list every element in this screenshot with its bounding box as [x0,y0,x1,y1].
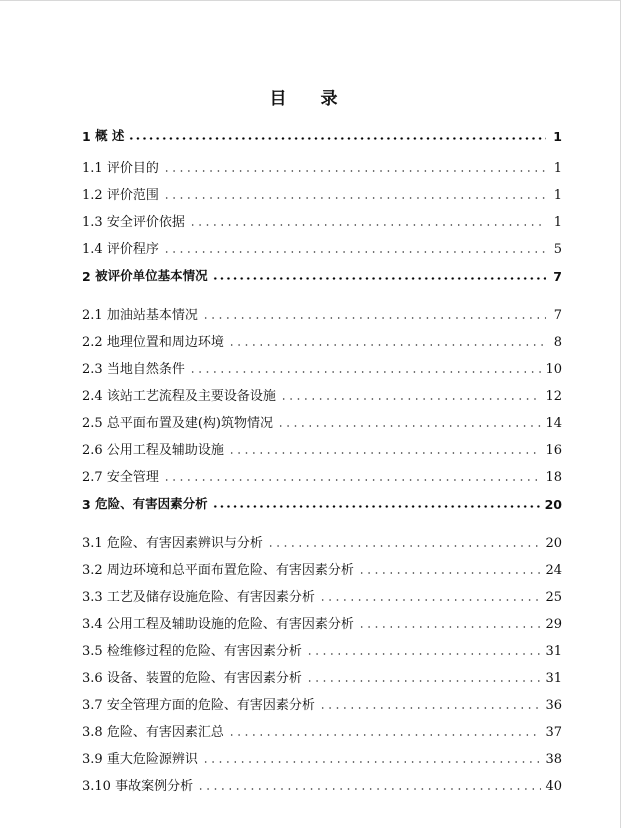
toc-entry-number: 3.3 [82,590,107,605]
toc-section-entry[interactable] [82,664,562,686]
dot-leader [228,452,542,454]
toc-entry-number: 3.6 [82,671,107,686]
toc-entry-label: 安全管理方面的危险、有害因素分析 [106,698,315,713]
toc-entry-number: 2.7 [82,470,107,485]
toc-entry-number: 3.8 [82,725,107,740]
dot-leader [306,653,542,655]
dot-leader [228,344,546,346]
toc-title: 目 录 [269,89,352,109]
toc-entry-page-number: 1 [553,129,562,144]
toc-entry-number: 3.2 [82,563,107,578]
toc-entry-label: 设备、装置的危险、有害因素分析 [106,671,302,686]
toc-entry-number: 2.5 [82,416,107,431]
toc-entry-page-number: 31 [545,644,562,659]
toc-entry-number: 2 [82,269,96,284]
dot-leader [202,761,542,763]
toc-entry-page-number: 38 [545,752,562,767]
dot-leader [319,707,542,709]
toc-entry-page-number: 12 [545,389,562,404]
toc-entry-number: 1.3 [82,215,107,230]
toc-entry-label: 评价范围 [106,188,159,203]
toc-entry-page-number: 29 [545,617,562,632]
toc-entry-number: 2.4 [82,389,107,404]
dot-leader [189,371,542,373]
toc-entry-label: 危险、有害因素辨识与分析 [106,536,263,551]
toc-entry-label: 公用工程及辅助设施的危险、有害因素分析 [106,617,354,632]
toc-entry-number: 1.4 [82,242,107,257]
toc-entry-page-number: 1 [553,188,562,203]
page-edge-top [0,0,621,1]
toc-section-entry[interactable] [82,637,562,659]
toc-section-entry[interactable] [82,610,562,632]
toc-section-entry[interactable] [82,409,562,431]
toc-entry-label: 当地自然条件 [106,362,185,377]
toc-entry-page-number: 1 [553,161,562,176]
dot-leader [358,572,542,574]
toc-section-entry[interactable] [82,208,562,230]
toc-entry-label: 加油站基本情况 [106,308,198,323]
dot-leader [163,170,546,172]
toc-entry-label: 安全评价依据 [106,215,185,230]
dot-leader [163,251,546,253]
toc-entry-number: 2.2 [82,335,107,350]
toc-chapter-entry[interactable] [82,122,562,144]
toc-entry-label: 评价程序 [106,242,159,257]
toc-entry-page-number: 7 [553,308,562,323]
toc-entry-page-number: 5 [553,242,562,257]
dot-leader [212,277,546,280]
dot-leader [280,398,542,400]
toc-section-entry[interactable] [82,355,562,377]
toc-entry-label: 该站工艺流程及主要设备设施 [106,389,276,404]
toc-section-entry[interactable] [82,556,562,578]
toc-entry-page-number: 20 [544,497,562,512]
dot-leader [228,734,542,736]
dot-leader [197,788,541,790]
toc-section-entry[interactable] [82,328,562,350]
dot-leader [277,425,541,427]
toc-entry-page-number: 7 [553,269,562,284]
toc-entry-number: 1 [82,129,96,144]
toc-entry-label: 公用工程及辅助设施 [106,443,224,458]
dot-leader [212,505,541,508]
toc-section-entry[interactable] [82,301,562,323]
toc-entry-page-number: 16 [545,443,562,458]
toc-entry-number: 3.7 [82,698,107,713]
toc-entry-number: 2.1 [82,308,107,323]
toc-entry-page-number: 40 [545,779,562,794]
toc-entry-page-number: 10 [545,362,562,377]
toc-entry-number: 2.3 [82,362,107,377]
dot-leader [202,317,546,319]
toc-entry-page-number: 37 [545,725,562,740]
toc-section-entry[interactable] [82,745,562,767]
dot-leader [358,626,542,628]
toc-entry-page-number: 18 [545,470,562,485]
toc-section-entry[interactable] [82,154,562,176]
toc-entry-number: 3 [82,497,96,512]
toc-entry-page-number: 14 [545,416,562,431]
toc-entry-page-number: 8 [553,335,562,350]
toc-entry-label: 概 述 [95,128,125,143]
dot-leader [128,137,546,140]
toc-entry-number: 3.4 [82,617,107,632]
toc-entry-page-number: 25 [545,590,562,605]
toc-entry-label: 总平面布置及建(构)筑物情况 [106,416,273,431]
toc-entry-label: 评价目的 [106,161,159,176]
toc-entry-page-number: 1 [553,215,562,230]
toc-entry-number: 3.9 [82,752,107,767]
toc-entry-page-number: 20 [545,536,562,551]
toc-entry-number: 3.1 [82,536,107,551]
toc-section-entry[interactable] [82,382,562,404]
toc-section-entry[interactable] [82,529,562,551]
toc-entry-number: 3.10 [82,779,116,794]
toc-entry-label: 工艺及储存设施危险、有害因素分析 [106,590,315,605]
dot-leader [189,224,546,226]
toc-entry-number: 1.2 [82,188,107,203]
toc-entry-label: 安全管理 [106,470,159,485]
toc-entry-label: 事故案例分析 [115,779,194,794]
toc-entry-label: 周边环境和总平面布置危险、有害因素分析 [106,563,354,578]
toc-section-entry[interactable] [82,463,562,485]
toc-entry-label: 危险、有害因素汇总 [106,725,224,740]
toc-section-entry[interactable] [82,583,562,605]
dot-leader [319,599,542,601]
toc-section-entry[interactable] [82,772,562,794]
toc-entry-number: 1.1 [82,161,107,176]
toc-entry-number: 3.5 [82,644,107,659]
toc-entry-number: 2.6 [82,443,107,458]
dot-leader [267,545,542,547]
toc-entry-page-number: 36 [545,698,562,713]
toc-section-entry[interactable] [82,691,562,713]
toc-entry-label: 危险、有害因素分析 [95,496,208,511]
dot-leader [163,197,546,199]
toc-section-entry[interactable] [82,235,562,257]
dot-leader [306,680,542,682]
toc-entry-label: 被评价单位基本情况 [95,268,208,283]
toc-entry-page-number: 31 [545,671,562,686]
toc-entry-label: 地理位置和周边环境 [106,335,224,350]
toc-entry-page-number: 24 [545,563,562,578]
toc-entry-label: 检维修过程的危险、有害因素分析 [106,644,302,659]
toc-section-entry[interactable] [82,436,562,458]
toc-entry-label: 重大危险源辨识 [106,752,198,767]
toc-section-entry[interactable] [82,718,562,740]
toc-chapter-entry[interactable] [82,490,562,512]
toc-chapter-entry[interactable] [82,262,562,284]
dot-leader [163,479,542,481]
toc-section-entry[interactable] [82,181,562,203]
